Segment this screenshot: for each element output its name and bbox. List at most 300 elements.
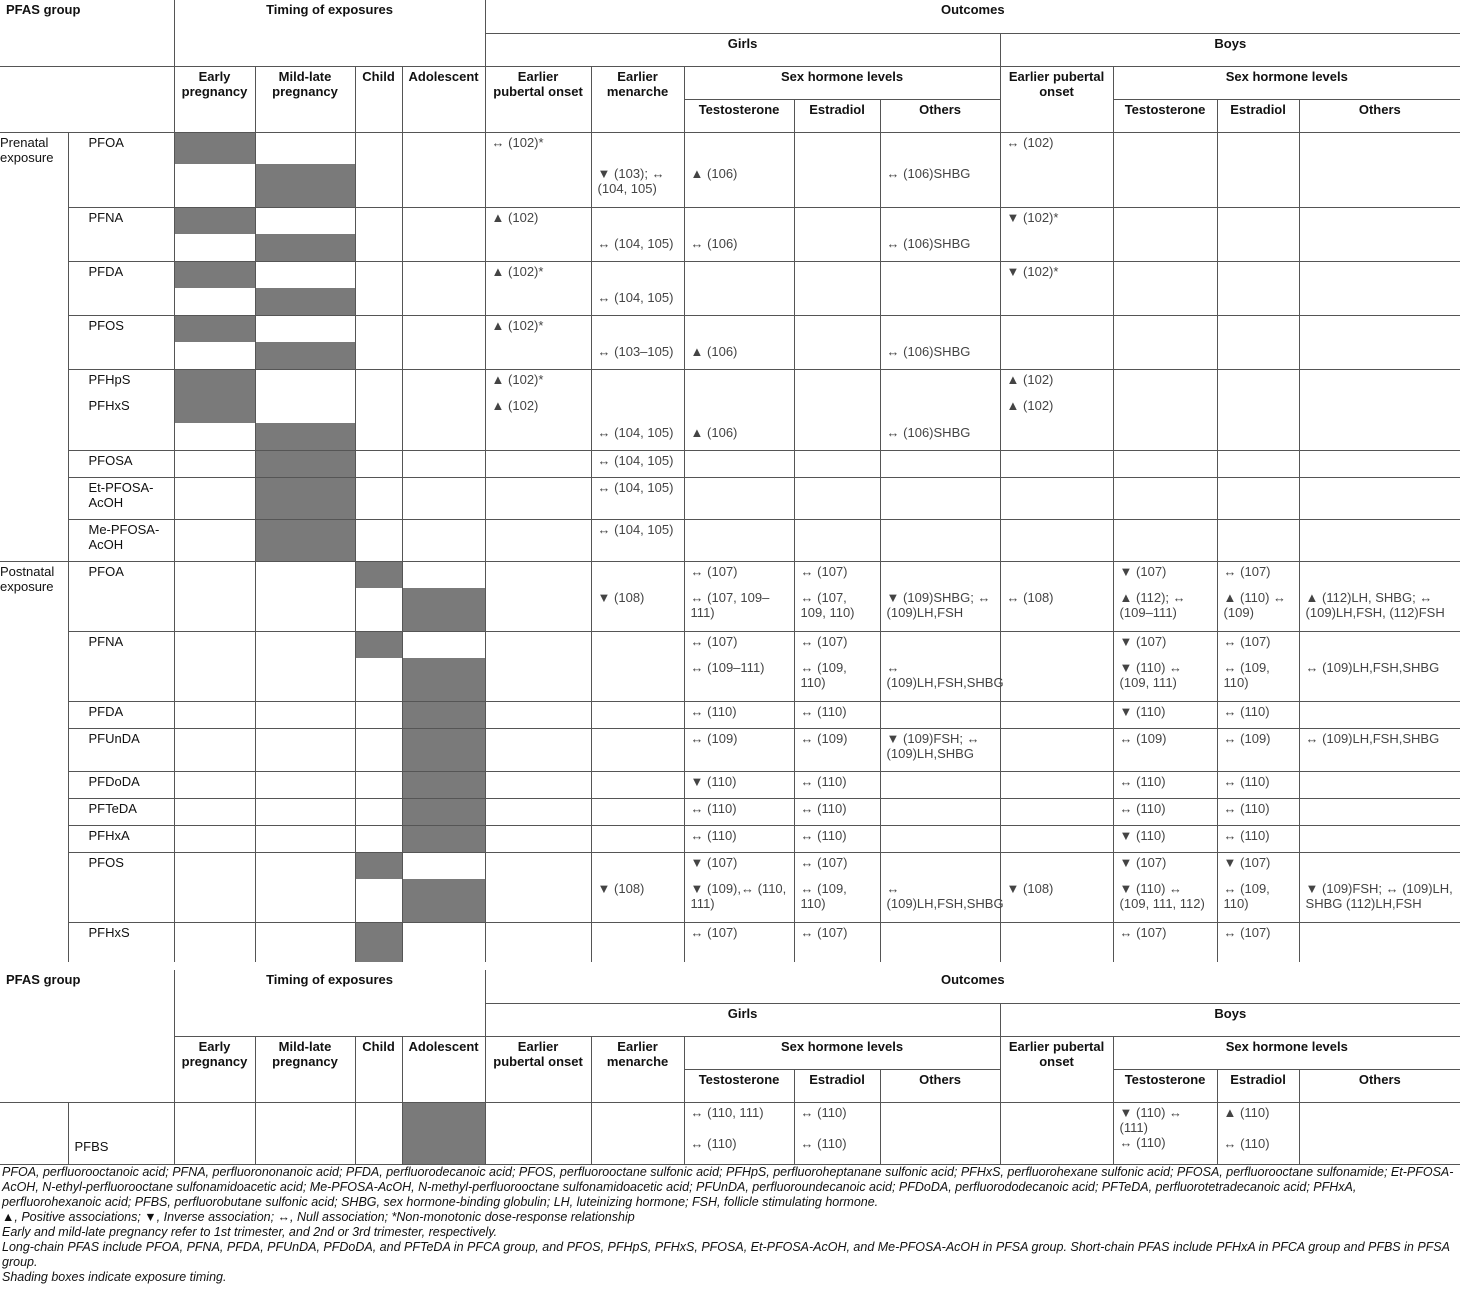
value-cell: [1217, 1102, 1299, 1164]
shade-cell: [174, 519, 255, 561]
value-cell: ↔ (110): [794, 771, 880, 798]
chem-cell: PFDA: [68, 261, 174, 315]
value-cell: ▼ (102)*: [1000, 207, 1113, 234]
value-cell: [485, 450, 591, 477]
value-cell: [1299, 423, 1460, 450]
value-cell: ↔ (102): [1000, 132, 1113, 164]
value-cell: ↔ (109)LH,FSH,SHBG: [880, 658, 1000, 701]
value-cell: [1000, 825, 1113, 852]
shade-cell: [174, 798, 255, 825]
value-cell: [591, 132, 684, 164]
value-cell: [591, 658, 684, 701]
shade-cell: [355, 825, 402, 852]
pfas-group-header-2: PFAS group: [0, 970, 174, 1036]
shade-cell: [355, 658, 402, 701]
value-cell: ▼ (109)FSH; ↔ (109)LH, SHBG (112)LH,FSH: [1305, 881, 1453, 911]
shade-cell: [402, 132, 485, 164]
value-cell: ↔ (110): [1217, 798, 1299, 825]
shade-cell: [402, 728, 485, 771]
shade-cell: [255, 728, 355, 771]
value-cell: [880, 798, 1000, 825]
chem-cell: PFHxS: [68, 922, 174, 962]
shade-cell: [174, 588, 255, 631]
shade-cell: [174, 1102, 255, 1164]
value-cell: [485, 798, 591, 825]
value-cell: [591, 1102, 684, 1164]
shade-cell: [174, 132, 255, 164]
value-cell: [684, 1102, 794, 1164]
value-cell: [485, 922, 591, 962]
value-cell: ↔ (107): [684, 922, 794, 962]
value-cell: [1299, 852, 1460, 879]
shade-cell: [174, 396, 255, 423]
value-cell: [1217, 288, 1299, 315]
value-cell: [1217, 396, 1299, 423]
shade-cell: [355, 342, 402, 369]
shade-cell: [255, 519, 355, 561]
value-cell: ↔ (107): [1113, 922, 1217, 962]
value-cell: ↔ (107): [794, 852, 880, 879]
value-cell: [485, 288, 591, 315]
shade-cell: [355, 132, 402, 164]
value-cell: ↔ (110): [1217, 771, 1299, 798]
table-row: [0, 631, 1460, 658]
value-cell: [1000, 561, 1113, 588]
shade-cell: [255, 825, 355, 852]
value-cell: [794, 342, 880, 369]
value-cell: [1299, 1102, 1460, 1164]
value-cell: [1217, 315, 1299, 342]
value-cell: [880, 477, 1000, 519]
shade-cell: [255, 477, 355, 519]
value-cell: ↔ (109, 110): [1217, 879, 1299, 922]
value-cell: [591, 798, 684, 825]
girls-header: Girls: [485, 33, 1000, 66]
value-cell: [1113, 423, 1217, 450]
shade-cell: [255, 1102, 355, 1164]
girls-testosterone-header: Testosterone: [684, 99, 794, 132]
value-cell: [1299, 261, 1460, 288]
table-row: [0, 588, 1460, 631]
value-cell: ↔ (109): [1113, 728, 1217, 771]
shade-cell: [355, 701, 402, 728]
value-cell: [485, 519, 591, 561]
value-cell: [1217, 164, 1299, 207]
value-cell: [880, 771, 1000, 798]
value-cell: [485, 771, 591, 798]
shade-cell: [402, 825, 485, 852]
shade-cell: [255, 396, 355, 423]
value-cell: [1113, 477, 1217, 519]
value-cell: [591, 771, 684, 798]
value-cell: ↔ (104, 105): [591, 423, 684, 450]
shade-cell: [255, 588, 355, 631]
girls-pubertal-header: Earlier pubertal onset: [485, 66, 591, 132]
shade-cell: [174, 728, 255, 771]
value-cell: [485, 658, 591, 701]
shade-cell: [355, 369, 402, 396]
value-cell: [880, 315, 1000, 342]
value-cell: [485, 588, 591, 631]
value-cell: ▼ (109),↔ (110, 111): [684, 879, 794, 922]
shade-cell: [174, 561, 255, 588]
shade-cell: [255, 922, 355, 962]
value-cell: ▲ (102)*: [485, 369, 591, 396]
value-cell: [1299, 798, 1460, 825]
value-cell: ▲ (106): [684, 342, 794, 369]
value-cell: [591, 825, 684, 852]
value-cell: ↔ (107): [1217, 631, 1299, 658]
boys-others-header: Others: [1358, 101, 1401, 117]
value-cell: ↔ (109): [1217, 728, 1299, 771]
shade-cell: [402, 477, 485, 519]
shade-cell: [355, 588, 402, 631]
chem-cell: PFTeDA: [68, 798, 174, 825]
value-cell: ↔ (109, 110): [1217, 658, 1299, 701]
shade-cell: [174, 315, 255, 342]
value-cell: [1299, 369, 1460, 396]
blank-header-4: [0, 1069, 174, 1102]
value-cell: ↔ (110): [1113, 798, 1217, 825]
timing-header: Timing of exposures: [174, 0, 485, 66]
shade-cell: [402, 798, 485, 825]
value-cell: [1113, 342, 1217, 369]
note-line: Shading boxes indicate exposure timing.: [2, 1270, 227, 1284]
value-cell: [1113, 519, 1217, 561]
shade-cell: [402, 396, 485, 423]
shade-cell: [174, 450, 255, 477]
value-cell: [1000, 423, 1113, 450]
table-row: [0, 342, 1460, 369]
value-cell: [591, 396, 684, 423]
value-cell: [591, 631, 684, 658]
value-cell: [1113, 1102, 1217, 1164]
shade-cell: [355, 207, 402, 234]
mild-late-pregnancy-header: Mild-late pregnancy: [255, 66, 355, 132]
table-row: [0, 879, 1460, 922]
value-cell: ↔ (109): [684, 728, 794, 771]
value-cell: ▼ (107): [684, 852, 794, 879]
shade-cell: [402, 261, 485, 288]
value-cell: ▲ (102)*: [485, 261, 591, 288]
shade-cell: [174, 852, 255, 879]
value-cell: ▼ (107): [1113, 852, 1217, 879]
menarche-header: Earlier menarche: [591, 66, 684, 132]
value-cell: [1299, 922, 1460, 962]
value-cell: [1299, 288, 1460, 315]
shade-cell: [255, 450, 355, 477]
value-cell: ▼ (107): [1217, 852, 1299, 879]
value-cell: [1113, 315, 1217, 342]
outcomes-header: Outcomes: [485, 0, 1460, 33]
value-cell: ↔ (106): [684, 234, 794, 261]
table-notes: [0, 1164, 1460, 1285]
early-pregnancy-header: Early pregnancy: [174, 66, 255, 132]
value-cell: [485, 477, 591, 519]
chem-cell: PFHxA: [68, 825, 174, 852]
value-cell: ↔ (104, 105): [591, 288, 684, 315]
value-cell: [880, 207, 1000, 234]
value-cell: [1299, 561, 1460, 588]
blank-header: [0, 66, 174, 99]
shade-cell: [355, 450, 402, 477]
value-cell: [880, 288, 1000, 315]
value-cell: [1113, 164, 1217, 207]
value-cell: [1217, 369, 1299, 396]
value-cell: ↔ (106)SHBG: [880, 342, 1000, 369]
value-cell: [1000, 771, 1113, 798]
shade-cell: [402, 423, 485, 450]
value-cell: [1299, 164, 1460, 207]
shade-cell: [174, 922, 255, 962]
value-cell: [794, 164, 880, 207]
value-cell: [1299, 207, 1460, 234]
shade-cell: [255, 423, 355, 450]
value-cell: [794, 423, 880, 450]
chem-cell: PFDoDA: [68, 771, 174, 798]
value-cell: [1000, 450, 1113, 477]
value-cell: ↔ (104, 105): [591, 450, 684, 477]
value-cell: [1299, 631, 1460, 658]
value-cell: [794, 396, 880, 423]
table-row: [0, 234, 1460, 261]
value-line: ↔ (110): [800, 1135, 847, 1151]
boys-testosterone-header-2: Testosterone: [1113, 1069, 1217, 1102]
girls-pubertal-header-2: Earlier pubertal onset: [485, 1036, 591, 1102]
chem-cell: PFDA: [68, 701, 174, 728]
shade-cell: [402, 879, 485, 922]
value-cell: [1000, 798, 1113, 825]
shade-cell: [174, 261, 255, 288]
shade-cell: [355, 396, 402, 423]
value-cell: [1113, 288, 1217, 315]
value-cell: ▼ (108): [591, 879, 684, 922]
value-cell: [1000, 342, 1113, 369]
child-header: Child: [355, 66, 402, 132]
second-table: [0, 970, 1460, 1164]
value-cell: ↔ (110): [684, 798, 794, 825]
value-cell: [1113, 207, 1217, 234]
value-cell: [1299, 396, 1460, 423]
table-row: [0, 825, 1460, 852]
shade-cell: [174, 879, 255, 922]
table-row: [0, 164, 1460, 207]
shade-cell: [355, 164, 402, 207]
value-cell: [485, 423, 591, 450]
chem-cell: PFNA: [68, 631, 174, 701]
table-row: [0, 207, 1460, 234]
shade-cell: [174, 288, 255, 315]
value-line: ↔ (110): [690, 1135, 737, 1151]
value-cell: ▼ (107): [1113, 631, 1217, 658]
value-cell: [1000, 1102, 1113, 1164]
shade-cell: [402, 922, 485, 962]
table-row: [0, 1102, 1460, 1164]
shade-cell: [355, 519, 402, 561]
value-cell: [684, 207, 794, 234]
value-cell: ↔ (110): [794, 701, 880, 728]
blank-header-2: [0, 99, 174, 132]
value-cell: [1000, 234, 1113, 261]
chem-cell: PFOS: [68, 315, 174, 369]
chem-cell: PFHxS: [68, 396, 174, 450]
value-cell: ▼ (110): [684, 771, 794, 798]
shade-cell: [355, 234, 402, 261]
value-cell: [880, 825, 1000, 852]
girls-others-header-2: Others: [880, 1069, 1000, 1102]
value-cell: [485, 879, 591, 922]
shade-cell: [255, 658, 355, 701]
value-cell: ↔ (109–111): [684, 658, 794, 701]
child-header-2: Child: [355, 1036, 402, 1102]
value-cell: [485, 164, 591, 207]
value-cell: ▼ (109)SHBG; ↔ (109)LH,FSH: [880, 588, 1000, 631]
shade-cell: [174, 477, 255, 519]
value-cell: [1000, 922, 1113, 962]
value-line: ▲ (110): [1223, 1104, 1270, 1120]
boys-others-header-2: Others: [1358, 1071, 1401, 1087]
value-cell: [794, 288, 880, 315]
shade-cell: [174, 658, 255, 701]
value-cell: [591, 701, 684, 728]
shade-cell: [355, 315, 402, 342]
table-row: [0, 261, 1460, 288]
shade-cell: [402, 631, 485, 658]
shade-cell: [402, 701, 485, 728]
table-row: [0, 396, 1460, 423]
group-prenatal: Prenatal exposure: [0, 132, 68, 561]
value-cell: [684, 396, 794, 423]
shade-cell: [174, 423, 255, 450]
value-cell: ▼ (103); ↔ (104, 105): [591, 164, 684, 207]
girls-header-2: Girls: [485, 1003, 1000, 1036]
value-cell: [1113, 396, 1217, 423]
shade-cell: [355, 631, 402, 658]
value-cell: [591, 261, 684, 288]
girls-testosterone-header-2: Testosterone: [684, 1069, 794, 1102]
value-cell: ▼ (102)*: [1000, 261, 1113, 288]
shade-cell: [255, 342, 355, 369]
value-cell: ▼ (109)FSH; ↔ (109)LH,SHBG: [880, 728, 1000, 771]
value-cell: [1299, 519, 1460, 561]
value-cell: ▲ (112)LH, SHBG; ↔ (109)LH,FSH, (112)FSH: [1305, 590, 1445, 620]
value-cell: [1299, 234, 1460, 261]
table-row: [0, 852, 1460, 879]
table-row: [0, 658, 1460, 701]
value-cell: [1113, 261, 1217, 288]
value-cell: [485, 728, 591, 771]
value-cell: ↔ (109)LH,FSH,SHBG: [1305, 660, 1440, 675]
value-cell: [880, 450, 1000, 477]
shade-cell: [255, 132, 355, 164]
value-cell: ↔ (109, 110): [794, 658, 880, 701]
table-row: [0, 561, 1460, 588]
value-cell: ↔ (107): [794, 561, 880, 588]
value-cell: [1113, 132, 1217, 164]
shade-cell: [355, 879, 402, 922]
value-cell: [591, 369, 684, 396]
value-cell: [1000, 658, 1113, 701]
value-cell: [880, 396, 1000, 423]
shade-cell: [402, 234, 485, 261]
value-cell: [684, 288, 794, 315]
boys-header: Boys: [1000, 33, 1460, 66]
value-cell: [1000, 631, 1113, 658]
shade-cell: [402, 288, 485, 315]
shade-cell: [174, 207, 255, 234]
shade-cell: [402, 342, 485, 369]
boys-estradiol-header-2: Estradiol: [1217, 1069, 1299, 1102]
shade-cell: [255, 879, 355, 922]
shade-cell: [255, 561, 355, 588]
value-cell: [1299, 771, 1460, 798]
shade-cell: [402, 1102, 485, 1164]
shade-cell: [174, 369, 255, 396]
value-cell: ↔ (110): [1217, 701, 1299, 728]
shade-cell: [402, 588, 485, 631]
value-cell: [1113, 369, 1217, 396]
value-cell: ↔ (107): [684, 561, 794, 588]
value-cell: [1000, 164, 1113, 207]
shade-cell: [402, 207, 485, 234]
value-line: ▼ (110) ↔ (111): [1119, 1104, 1183, 1135]
value-cell: ▲ (102): [485, 396, 591, 423]
shade-cell: [174, 701, 255, 728]
chem-cell: PFBS: [68, 1102, 174, 1164]
timing-header-2: Timing of exposures: [174, 970, 485, 1036]
value-cell: ↔ (107): [1217, 561, 1299, 588]
value-cell: [1217, 132, 1299, 164]
value-cell: [880, 261, 1000, 288]
table-row: [0, 701, 1460, 728]
value-cell: [1217, 261, 1299, 288]
value-cell: [1299, 825, 1460, 852]
value-cell: [485, 825, 591, 852]
shade-cell: [355, 922, 402, 962]
value-cell: [591, 922, 684, 962]
value-cell: [794, 477, 880, 519]
value-cell: [794, 315, 880, 342]
value-cell: ▲ (106): [684, 423, 794, 450]
value-cell: ↔ (106)SHBG: [880, 234, 1000, 261]
value-cell: [485, 631, 591, 658]
outcomes-header-2: Outcomes: [485, 970, 1460, 1003]
girls-hormone-header: Sex hormone levels: [684, 66, 1000, 99]
value-cell: ↔ (110): [794, 825, 880, 852]
shade-cell: [255, 852, 355, 879]
value-cell: [684, 519, 794, 561]
table-row: [0, 450, 1460, 477]
value-cell: ▼ (110) ↔ (109, 111): [1113, 658, 1217, 701]
value-cell: [1113, 234, 1217, 261]
shade-cell: [174, 234, 255, 261]
chem-cell: PFOSA: [68, 450, 174, 477]
value-cell: [1217, 423, 1299, 450]
value-cell: [1000, 519, 1113, 561]
shade-cell: [174, 631, 255, 658]
shade-cell: [355, 423, 402, 450]
shade-cell: [402, 164, 485, 207]
chem-cell: PFOA: [68, 561, 174, 631]
value-cell: [794, 234, 880, 261]
chem-cell: Me-PFOSA-AcOH: [68, 519, 174, 561]
value-cell: [1000, 477, 1113, 519]
shade-cell: [174, 825, 255, 852]
chem-cell: PFHpS: [68, 369, 174, 396]
boys-hormone-header-2: Sex hormone levels: [1113, 1036, 1460, 1069]
value-cell: ↔ (110): [1217, 825, 1299, 852]
value-cell: [1113, 450, 1217, 477]
